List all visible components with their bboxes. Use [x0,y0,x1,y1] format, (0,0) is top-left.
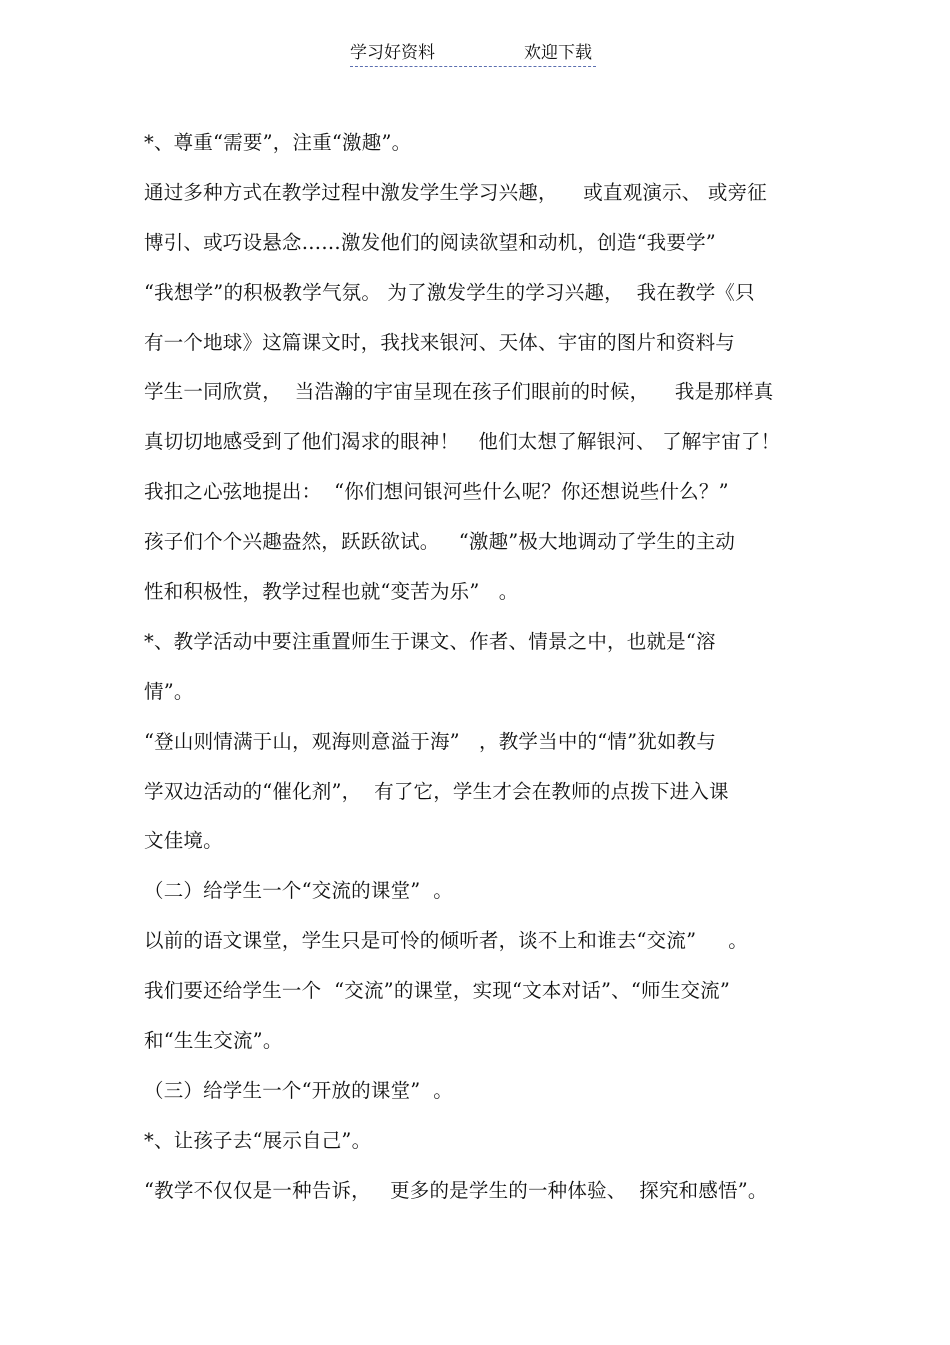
text-line: 学生一同欣赏， 当浩瀚的宇宙呈现在孩子们眼前的时候， 我是那样真 [144,380,774,404]
text-line: “我想学”的积极教学气氛。 为了激发学生的学习兴趣， 我在教学《只 [144,280,755,304]
header-right-text: 欢迎下载 [524,43,592,63]
text-line: 文佳境。 [144,829,223,853]
text-line: “登山则情满于山，观海则意溢于海” ，教学当中的“情”犹如教与 [144,729,717,753]
text-line: 我们要还给学生一个 “交流”的课堂，实现“文本对话”、“师生交流” [144,979,731,1003]
text-line: 博引、或巧设悬念……激发他们的阅读欲望和动机，创造“我要学” [144,230,716,254]
text-line: 性和积极性，教学过程也就“变苦为乐” 。 [144,580,519,604]
text-line: 真切切地感受到了他们渴求的眼神！ 他们太想了解银河、 了解宇宙了！ [144,430,781,454]
text-line: 我扣之心弦地提出： “你们想问银河些什么呢？你还想说些什么？” [144,480,729,504]
document-body [144,126,824,1224]
text-line: 情”。 [144,679,194,703]
text-line: *、教学活动中要注重置师生于课文、作者、情景之中，也就是“溶 [144,629,716,653]
text-line: （三）给学生一个“开放的课堂” 。 [144,1078,453,1102]
text-line: 孩子们个个兴趣盎然，跃跃欲试。 “激趣”极大地调动了学生的主动 [144,530,736,554]
page-header [350,40,596,67]
text-line: 以前的语文课堂，学生只是可怜的倾听者，谈不上和谁去“交流” 。 [144,929,748,953]
header-left-text: 学习好资料 [350,43,435,63]
text-line: 有一个地球》这篇课文时，我找来银河、天体、宇宙的图片和资料与 [144,330,736,354]
text-line: *、让孩子去“展示自己”。 [144,1128,372,1152]
text-line: 和“生生交流”。 [144,1029,283,1053]
text-line: 学双边活动的“催化剂”， 有了它，学生才会在教师的点拨下进入课 [144,779,729,803]
text-line: “教学不仅仅是一种告诉， 更多的是学生的一种体验、 探究和感悟”。 [144,1178,768,1202]
text-line: 通过多种方式在教学过程中激发学生学习兴趣， 或直观演示、 或旁征 [144,180,767,204]
text-line: （二）给学生一个“交流的课堂” 。 [144,879,453,903]
text-line: *、尊重“需要”，注重“激趣”。 [144,131,412,154]
